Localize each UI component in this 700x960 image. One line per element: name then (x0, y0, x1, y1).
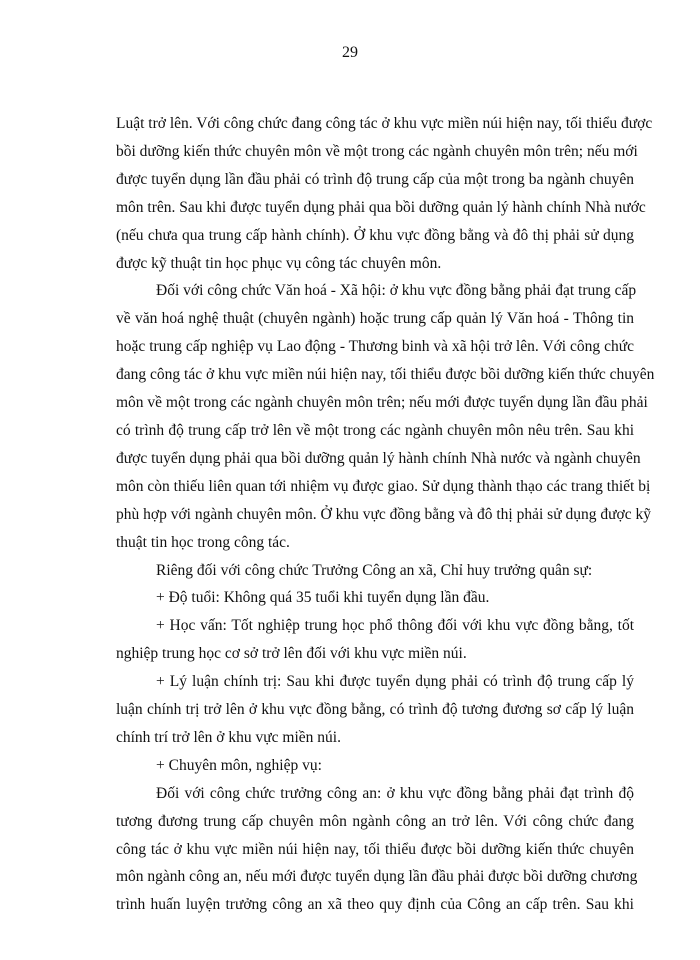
text-line: Đối với công chức trưởng công an: ở khu vực đồng bằng phải đạt trình độ (156, 784, 634, 802)
text-line: đang công tác ở khu vực miền núi hiện nay, tối thiểu được bồi dưỡng kiến thức chuyên (116, 366, 655, 384)
text-line: + Độ tuổi: Không quá 35 tuổi khi tuyển dụng lần đầu. (156, 589, 490, 607)
text-line: luận chính trị trở lên ở khu vực đồng bằng, có trình độ tương đương sơ cấp lý luận (116, 701, 634, 719)
paragraph-van-hoa-xa-hoi (116, 277, 655, 556)
text-line: được kỹ thuật tin học phục vụ công tác chuyên môn. (116, 254, 442, 272)
text-line: Đối với công chức Văn hoá - Xã hội: ở khu vực đồng bằng phải đạt trung cấp (156, 282, 637, 300)
text-line: (nếu chưa qua trung cấp hành chính). Ở khu vực đồng bằng và đô thị phải sử dụng (116, 226, 634, 244)
text-line: nghiệp trung học cơ sở trở lên đối với khu vực miền núi. (116, 645, 467, 663)
text-line: Luật trở lên. Với công chức đang công tác ở khu vực miền núi hiện nay, tối thiểu được (116, 115, 653, 132)
paragraph-luat-tro-len (116, 110, 653, 277)
text-line: hoặc trung cấp nghiệp vụ Lao động - Thương binh và xã hội trở lên. Với công chức (116, 338, 634, 356)
paragraph-ly-luan-chinh-tri (116, 668, 634, 752)
text-line: phù hợp với ngành chuyên môn. Ở khu vực đồng bằng và đô thị phải sử dụng được kỹ (116, 505, 651, 523)
text-line: môn ngành công an, nếu mới được tuyển dụng lần đầu phải được bồi dưỡng chương (116, 868, 638, 886)
page-number: 29 (342, 44, 358, 61)
paragraph-do-tuoi (116, 584, 634, 612)
text-line: Riêng đối với công chức Trưởng Công an xã, Chỉ huy trưởng quân sự: (156, 561, 593, 579)
text-line: được tuyển dụng lần đầu phải có trình độ trung cấp của một trong ba ngành chuyên (116, 170, 634, 188)
text-line: công tác ở khu vực miền núi hiện nay, tối thiểu được bồi dưỡng kiến thức chuyên (116, 840, 634, 858)
text-line: môn còn thiếu liên quan tới nhiệm vụ được giao. Sử dụng thành thạo các trang thiết bị (116, 477, 651, 495)
paragraph-truong-cong-an-chuyen-mon (116, 780, 638, 920)
text-line: chính trí trở lên ở khu vực miền núi. (116, 728, 341, 746)
text-line: về văn hoá nghệ thuật (chuyên ngành) hoặc trung cấp quản lý Văn hoá - Thông tin (116, 310, 634, 328)
text-line: thuật tin học trong công tác. (116, 533, 290, 551)
text-line: môn về một trong các ngành chuyên môn trên; nếu mới được tuyển dụng lần đầu phải (116, 394, 648, 412)
paragraph-hoc-van (116, 612, 634, 668)
text-line: tương đương trung cấp chuyên môn ngành công an trở lên. Với công chức đang (116, 812, 634, 830)
text-line: + Học vấn: Tốt nghiệp trung học phổ thông đối với khu vực đồng bằng, tốt (156, 617, 634, 635)
text-line: có trình độ trung cấp trở lên về một trong các ngành chuyên môn nêu trên. Sau khi (116, 421, 634, 439)
text-line: + Lý luận chính trị: Sau khi được tuyển dụng phải có trình độ trung cấp lý (156, 673, 634, 691)
text-line: được tuyển dụng phải qua bồi dưỡng quản lý hành chính Nhà nước và ngành chuyên (116, 449, 641, 467)
text-line: trình huấn luyện trưởng công an xã theo quy định của Công an cấp trên. Sau khi (116, 896, 634, 914)
paragraph-truong-cong-an (116, 557, 634, 585)
text-line: + Chuyên môn, nghiệp vụ: (156, 756, 322, 774)
paragraph-chuyen-mon-nghiep-vu (116, 752, 634, 780)
page-body (116, 110, 655, 919)
text-line: môn trên. Sau khi được tuyển dụng phải qua bồi dưỡng quản lý hành chính Nhà nước (116, 198, 646, 216)
text-line: bồi dưỡng kiến thức chuyên môn về một trong các ngành chuyên môn trên; nếu mới (116, 142, 638, 160)
